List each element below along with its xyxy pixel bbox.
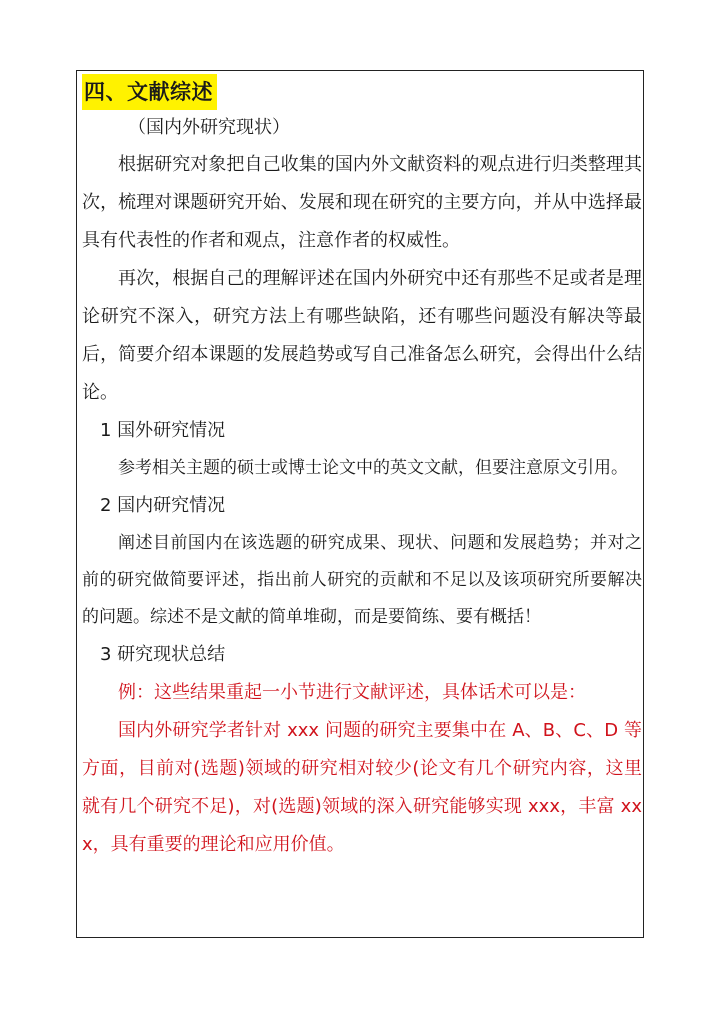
foreign-research-title: 1 国外研究情况 — [100, 420, 226, 441]
summary-example: 例：这些结果重起一小节进行文献评述，具体话术可以是： — [118, 682, 586, 703]
domestic-research-title: 2 国内研究情况 — [100, 495, 226, 516]
paragraph-2: 再次，根据自己的理解评述在国内外研究中还有那些不足或者是理论研究不深入，研究方法上有哪些缺陷，还有哪些问题没有解决等最后，简要介绍本课题的发展趋势或写自己准备怎么研究，会得出什么结论。 — [82, 268, 642, 403]
paragraph-1: 根据研究对象把自己收集的国内外文献资料的观点进行归类整理其次，梳理对课题研究开始、发展和现在研究的主要方向，并从中选择最具有代表性的作者和观点，注意作者的权威性。 — [82, 154, 642, 251]
section-heading: 四、文献综述 — [82, 74, 217, 110]
literature-review-section — [82, 72, 642, 864]
summary-title: 3 研究现状总结 — [100, 644, 226, 665]
domestic-research-body: 阐述目前国内在该选题的研究成果、现状、问题和发展趋势；并对之前的研究做简要评述，指出前人研究的贡献和不足以及该项研究所要解决的问题。综述不是文献的简单堆砌，而是要简练、要有概括！ — [82, 533, 642, 627]
section-subtitle: （国内外研究现状） — [128, 117, 290, 138]
foreign-research-body: 参考相关主题的硕士或博士论文中的英文文献，但要注意原文引用。 — [118, 458, 628, 478]
summary-body: 国内外研究学者针对 xxx 问题的研究主要集中在 A、B、C、D 等方面，目前对(选题)领域的研究相对较少(论文有几个研究内容，这里就有几个研究不足)，对(选题)领域的深入研究能够实现 xxx，丰富 xxx，具有重要的理论和应用价值。 — [82, 720, 642, 855]
